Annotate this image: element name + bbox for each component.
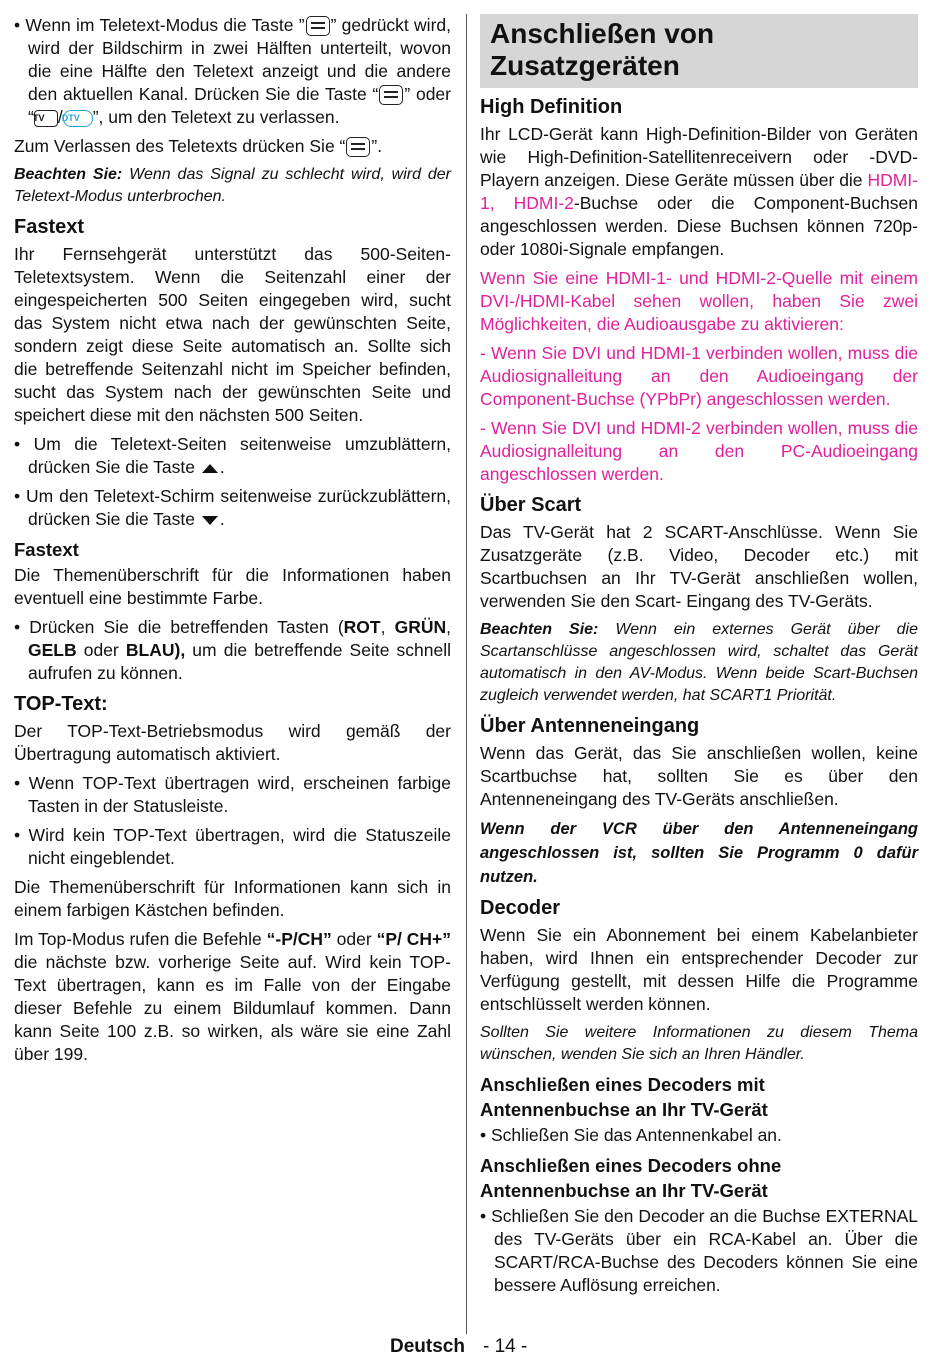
column-divider — [466, 14, 467, 1334]
top-text-paragraph-2: Die Themenüberschrift für Informationen kann sich in einem farbigen Kästchen befinden. — [14, 877, 451, 920]
section-title: Anschließen von Zusatzgeräten — [490, 18, 715, 81]
top-text-heading: TOP-Text: — [14, 693, 108, 715]
page-down-bullet: • Um den Teletext-Schirm seitenweise zurückzublättern, drücken Sie die Taste . — [14, 486, 451, 529]
right-column — [480, 14, 918, 1303]
fastext-paragraph-1: Ihr Fernsehgerät unterstützt das 500-Seiten-Teletextsystem. Wenn die Seitenzahl einer der eingespeicherten 500 Seiten eingegeben wird, sucht das System nicht etwa nach der gewünschten Seite, sondern zeigt diese Seite automatisch an. Sollte sich die betreffende Seitenzahl nicht im Speicher befinden, sucht das System nach der gewünschten Seite und speichert diese mit den nächsten 500 Seiten. — [14, 244, 451, 425]
fastext-heading-2: Fastext — [14, 539, 79, 560]
page-footer — [390, 1336, 527, 1358]
scart-heading: Über Scart — [480, 494, 582, 516]
color-keys-bullet: • Drücken Sie die betreffenden Tasten (ROT, GRÜN, GELB oder BLAU), um die betreffende Seite schnell aufrufen zu können. — [14, 617, 452, 683]
antenna-heading: Über Antenneneingang — [480, 715, 700, 737]
hd-paragraph-2: Wenn Sie eine HDMI-1- und HDMI-2-Quelle mit einem DVI-/HDMI-Kabel sehen wollen, haben Sie zwei Möglichkeiten, die Audioausgabe zu aktivieren: — [480, 268, 918, 334]
hd-paragraph-1: Ihr LCD-Gerät kann High-Definition-Bilder von Geräten wie High-Definition-Satellitenreceivern oder -DVD-Playern anzeigen. Diese Geräte müssen über die HDMI-1, HDMI-2-Buchse oder die Component-Buchsen angeschlossen werden. Diese Buchsen können 720p- oder 1080i-Signale empfangen. — [480, 124, 918, 259]
dtv-button-icon: DTV — [63, 110, 93, 127]
teletext-mix-bullet: • Wenn im Teletext-Modus die Taste ” ” gedrückt wird, wird der Bildschirm in zwei Hälften unterteilt, wovon die eine Hälfte den Teletext anzeigt und die andere den aktuellen Kanal. Drücken Sie die Taste “ ” oder “TV /DTV ”, um den Teletext zu verlassen. — [14, 15, 451, 127]
antenna-note: Wenn der VCR über den Antenneneingang angeschlossen ist, sollten Sie Programm 0 dafür nutzen. — [480, 820, 918, 886]
decoder-without-antenna-heading: Anschließen eines Decoders ohne Antennenbuchse an Ihr TV-Gerät — [480, 1155, 782, 1201]
fastext-paragraph-2: Die Themenüberschrift für die Informationen haben eventuell eine bestimmte Farbe. — [14, 565, 451, 608]
antenna-paragraph: Wenn das Gerät, das Sie anschließen wollen, keine Scartbuchse hat, sollten Sie es über den Antenneneingang des TV-Geräts anschließen. — [480, 743, 918, 809]
scart-note: Beachten Sie: Wenn ein externes Gerät über die Scartanschlüsse angeschlossen wird, schaltet das Gerät automatisch in den AV-Modus. Wenn beide Scart-Buchsen zugleich verwendet werden, hat SCART1 Priorität. — [480, 621, 918, 704]
arrow-up-icon — [202, 464, 218, 473]
hd-heading: High Definition — [480, 96, 623, 118]
arrow-down-icon — [202, 516, 218, 525]
top-text-bullet-1: • Wenn TOP-Text übertragen wird, erscheinen farbige Tasten in der Statusleiste. — [14, 773, 451, 816]
hd-paragraph-3: - Wenn Sie DVI und HDMI-1 verbinden wollen, muss die Audiosignalleitung an den Audioeingang der Component-Buchse (YPbPr) angeschlossen werden. — [480, 343, 918, 409]
teletext-note: Beachten Sie: Wenn das Signal zu schlecht wird, wird der Teletext-Modus unterbrochen. — [14, 166, 452, 205]
fastext-heading-1: Fastext — [14, 216, 85, 238]
left-column — [14, 14, 451, 1072]
section-title-bar — [480, 14, 918, 88]
page-up-bullet: • Um die Teletext-Seiten seitenweise umzublättern, drücken Sie die Taste . — [14, 434, 451, 477]
top-text-paragraph-1: Der TOP-Text-Betriebsmodus wird gemäß der Übertragung automatisch aktiviert. — [14, 721, 451, 764]
page-number: - 14 - — [482, 1336, 528, 1357]
footer-language: Deutsch — [390, 1336, 465, 1357]
top-text-paragraph-3: Im Top-Modus rufen die Befehle “-P/CH” oder “P/ CH+” die nächste bzw. vorherige Seite auf. Wird kein TOP-Text übertragen, kann es im Falle von der Eingabe dieser Befehle zu einem Bildumlauf kommen. Dann kann Seite 100 z.B. so wirken, als wäre sie eine Zahl über 199. — [14, 929, 451, 1064]
teletext-exit-text: Zum Verlassen des Teletexts drücken Sie “ ”. — [14, 136, 383, 156]
decoder-heading: Decoder — [480, 897, 561, 919]
top-text-bullet-2: • Wird kein TOP-Text übertragen, wird die Statuszeile nicht eingeblendet. — [14, 825, 451, 868]
teletext-icon — [346, 137, 370, 157]
scart-paragraph: Das TV-Gerät hat 2 SCART-Anschlüsse. Wenn Sie Zusatzgeräte (z.B. Video, Decoder etc.) mit Scartbuchsen an Ihr TV-Gerät anschließen wollen, verwenden Sie den Scart- Eingang des TV-Geräts. — [480, 522, 918, 611]
teletext-icon — [379, 85, 403, 105]
decoder-paragraph: Wenn Sie ein Abonnement bei einem Kabelanbieter haben, wird Ihnen ein entsprechender Decoder zur Verfügung gestellt, mit dessen Hilfe die Programme entschlüsselt werden können. — [480, 925, 918, 1014]
decoder-note: Sollten Sie weitere Informationen zu diesem Thema wünschen, wenden Sie sich an Ihren Händler. — [480, 1024, 918, 1063]
hd-paragraph-4: - Wenn Sie DVI und HDMI-2 verbinden wollen, muss die Audiosignalleitung an den PC-Audioeingang angeschlossen werden. — [480, 418, 918, 484]
tv-button-icon: TV — [34, 110, 58, 127]
teletext-icon — [306, 16, 330, 36]
decoder-with-antenna-bullet: • Schließen Sie das Antennenkabel an. — [480, 1125, 782, 1145]
decoder-without-antenna-bullet: • Schließen Sie den Decoder an die Buchse EXTERNAL des TV-Geräts über ein RCA-Kabel an. Über die SCART/RCA-Buchse des Decoders können Sie eine bessere Auflösung erreichen. — [480, 1206, 918, 1295]
decoder-with-antenna-heading: Anschließen eines Decoders mit Antennenbuchse an Ihr TV-Gerät — [480, 1074, 768, 1120]
